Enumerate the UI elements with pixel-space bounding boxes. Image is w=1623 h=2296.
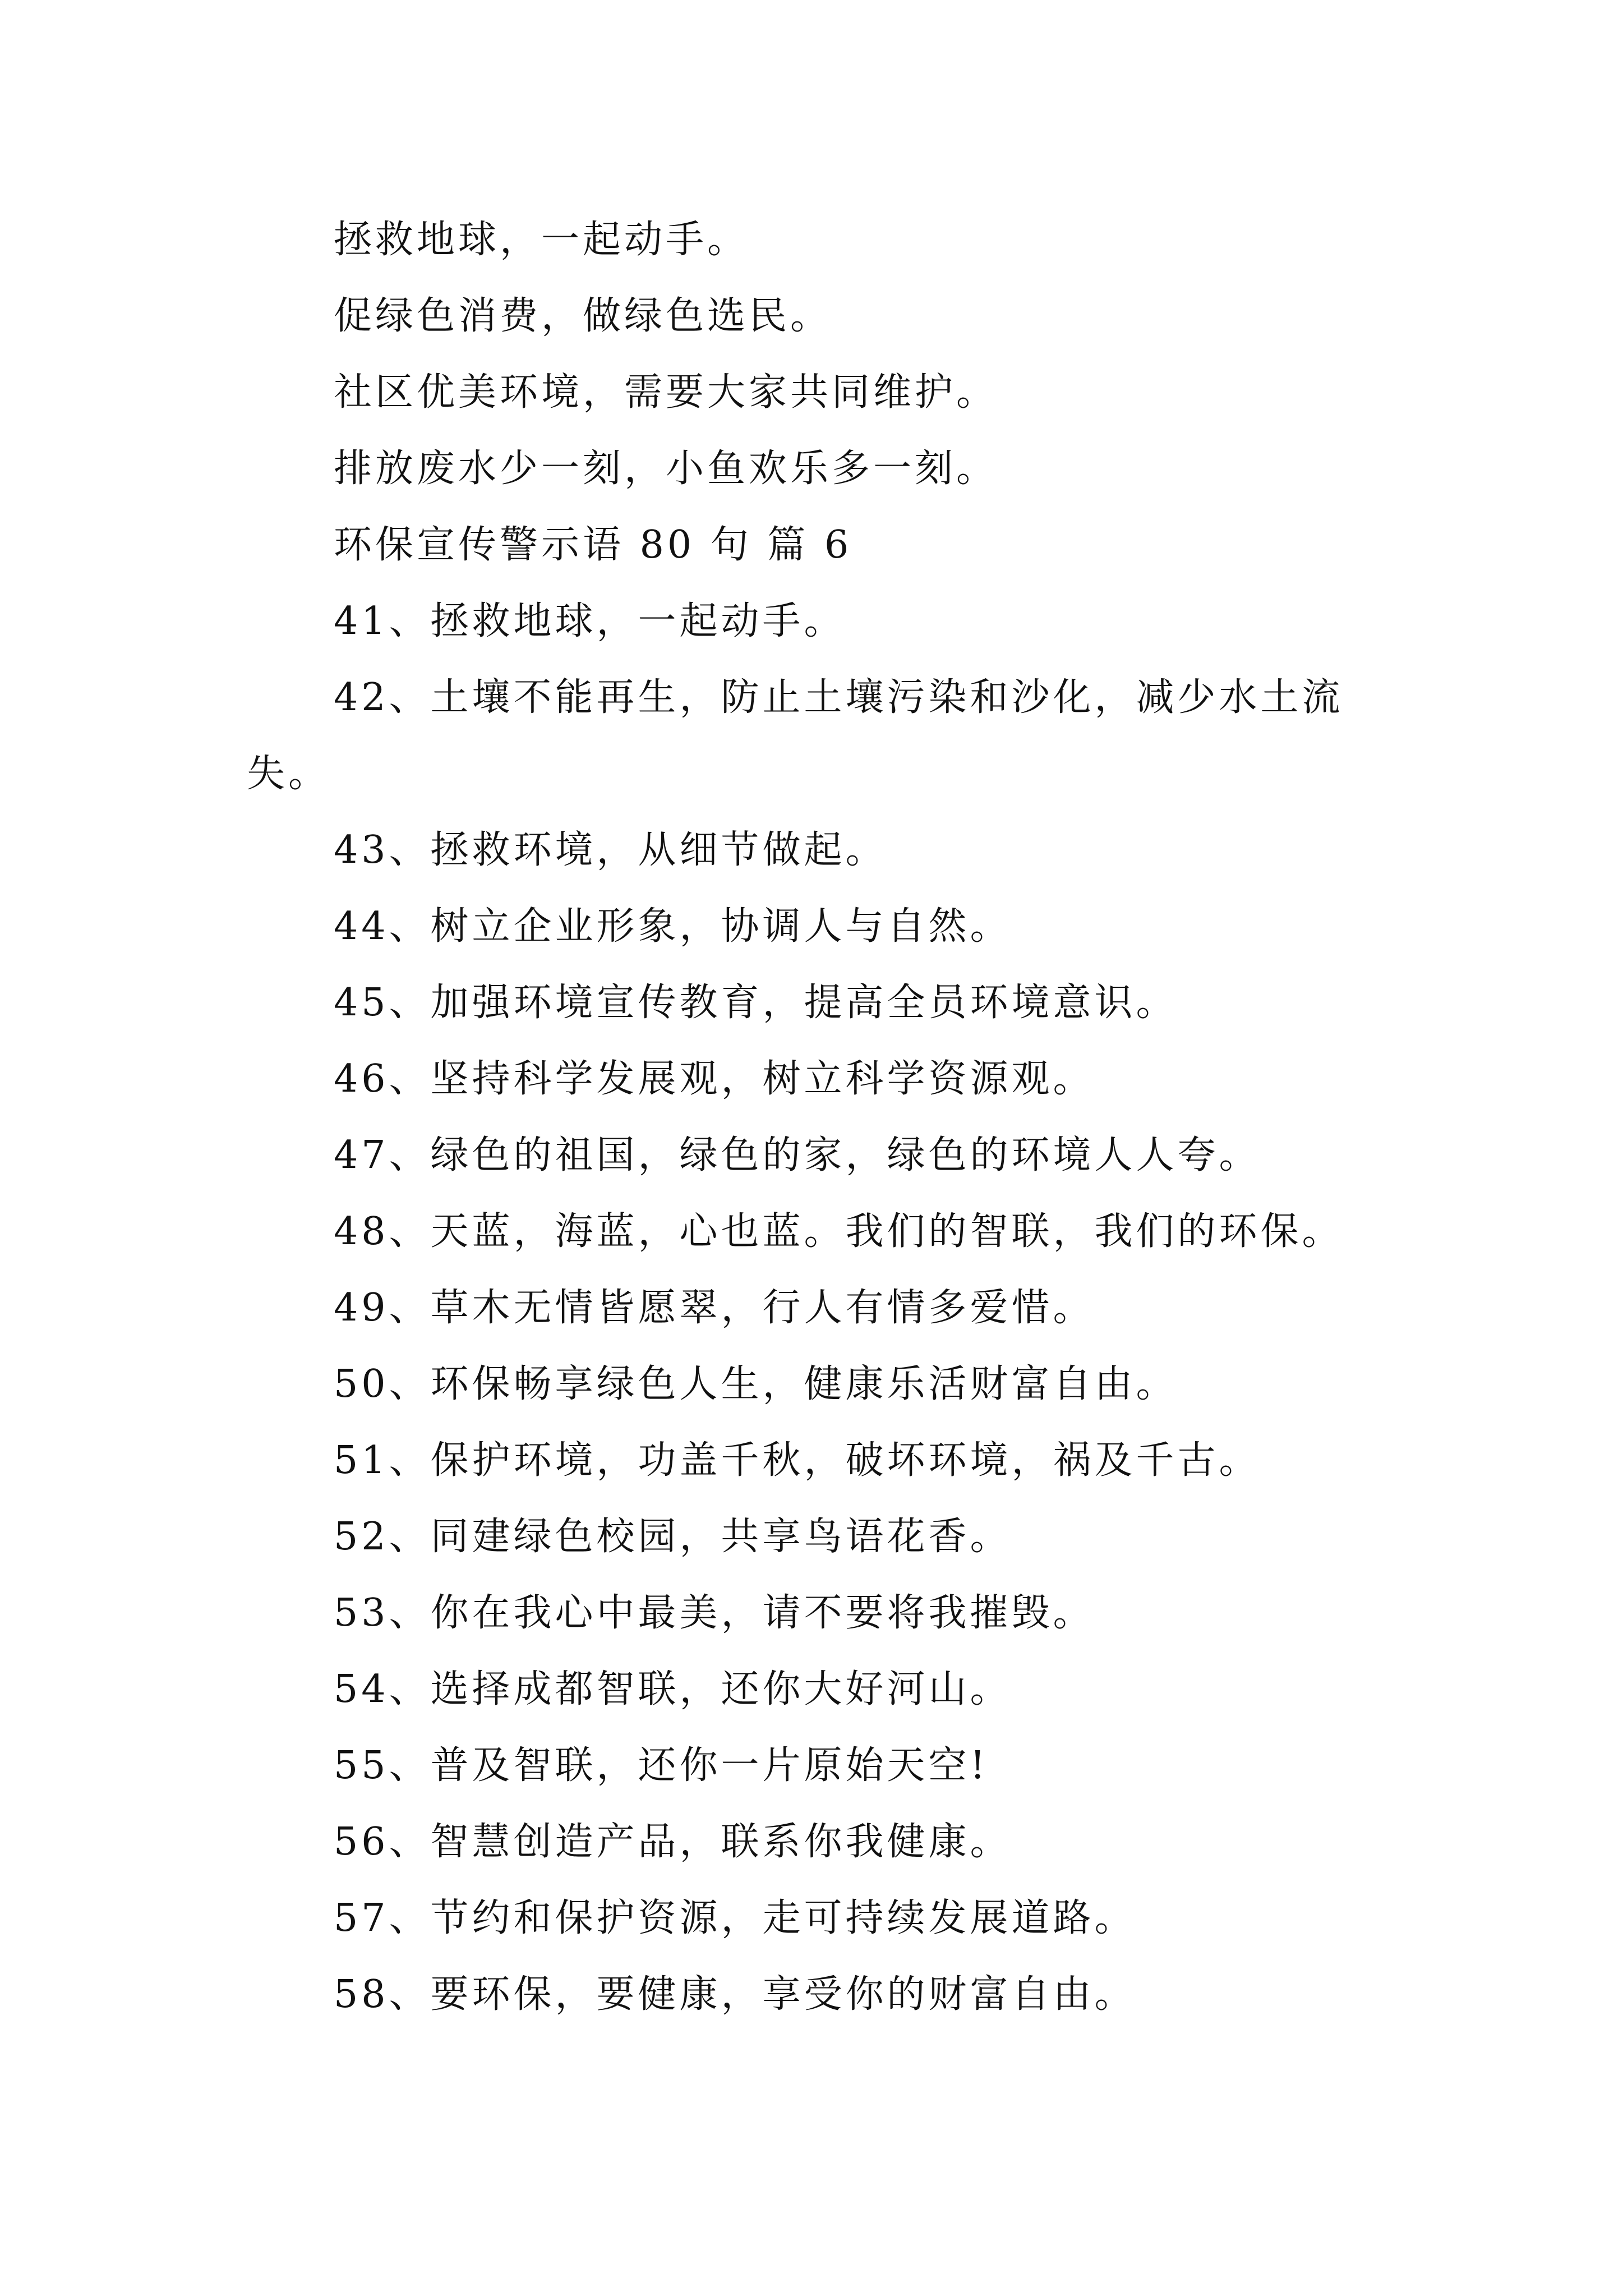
text-line: 56、智慧创造产品，联系你我健康。 xyxy=(334,1820,1012,1864)
text-line: 51、保护环境，功盖千秋，破坏环境，祸及千古。 xyxy=(334,1438,1261,1483)
text-line: 46、坚持科学发展观，树立科学资源观。 xyxy=(334,1057,1095,1101)
text-line: 58、要环保，要健康，享受你的财富自由。 xyxy=(334,1972,1136,2017)
text-line: 48、天蓝，海蓝，心也蓝。我们的智联，我们的环保。 xyxy=(334,1209,1344,1254)
text-line: 41、拯救地球，一起动手。 xyxy=(334,599,846,643)
text-line: 57、节约和保护资源，走可持续发展道路。 xyxy=(334,1896,1136,1940)
text-line: 促绿色消费，做绿色选民。 xyxy=(334,294,832,338)
text-line: 54、选择成都智联，还你大好河山。 xyxy=(334,1667,1012,1711)
text-line: 44、树立企业形象，协调人与自然。 xyxy=(334,904,1012,949)
text-line: 52、同建绿色校园，共享鸟语花香。 xyxy=(334,1515,1012,1559)
text-line: 45、加强环境宣传教育，提高全员环境意识。 xyxy=(334,981,1178,1025)
text-line: 53、你在我心中最美，请不要将我摧毁。 xyxy=(334,1591,1095,1635)
text-line: 社区优美环境，需要大家共同维护。 xyxy=(334,370,998,415)
section-heading: 环保宣传警示语 80 句 篇 6 xyxy=(334,523,852,567)
text-line: 47、绿色的祖国，绿色的家，绿色的环境人人夸。 xyxy=(334,1133,1261,1177)
text-line: 55、普及智联，还你一片原始天空! xyxy=(334,1743,989,1788)
text-line: 50、环保畅享绿色人生，健康乐活财富自由。 xyxy=(334,1362,1178,1406)
text-line: 49、草木无情皆愿翠，行人有情多爱惜。 xyxy=(334,1286,1095,1330)
text-line: 42、土壤不能再生，防止土壤污染和沙化，减少水土流 xyxy=(334,675,1344,720)
text-line-continuation: 失。 xyxy=(247,752,330,796)
document-body xyxy=(247,202,1396,2033)
text-line: 拯救地球，一起动手。 xyxy=(334,218,749,262)
text-line: 排放废水少一刻，小鱼欢乐多一刻。 xyxy=(334,447,998,491)
text-line: 43、拯救环境，从细节做起。 xyxy=(334,828,887,872)
